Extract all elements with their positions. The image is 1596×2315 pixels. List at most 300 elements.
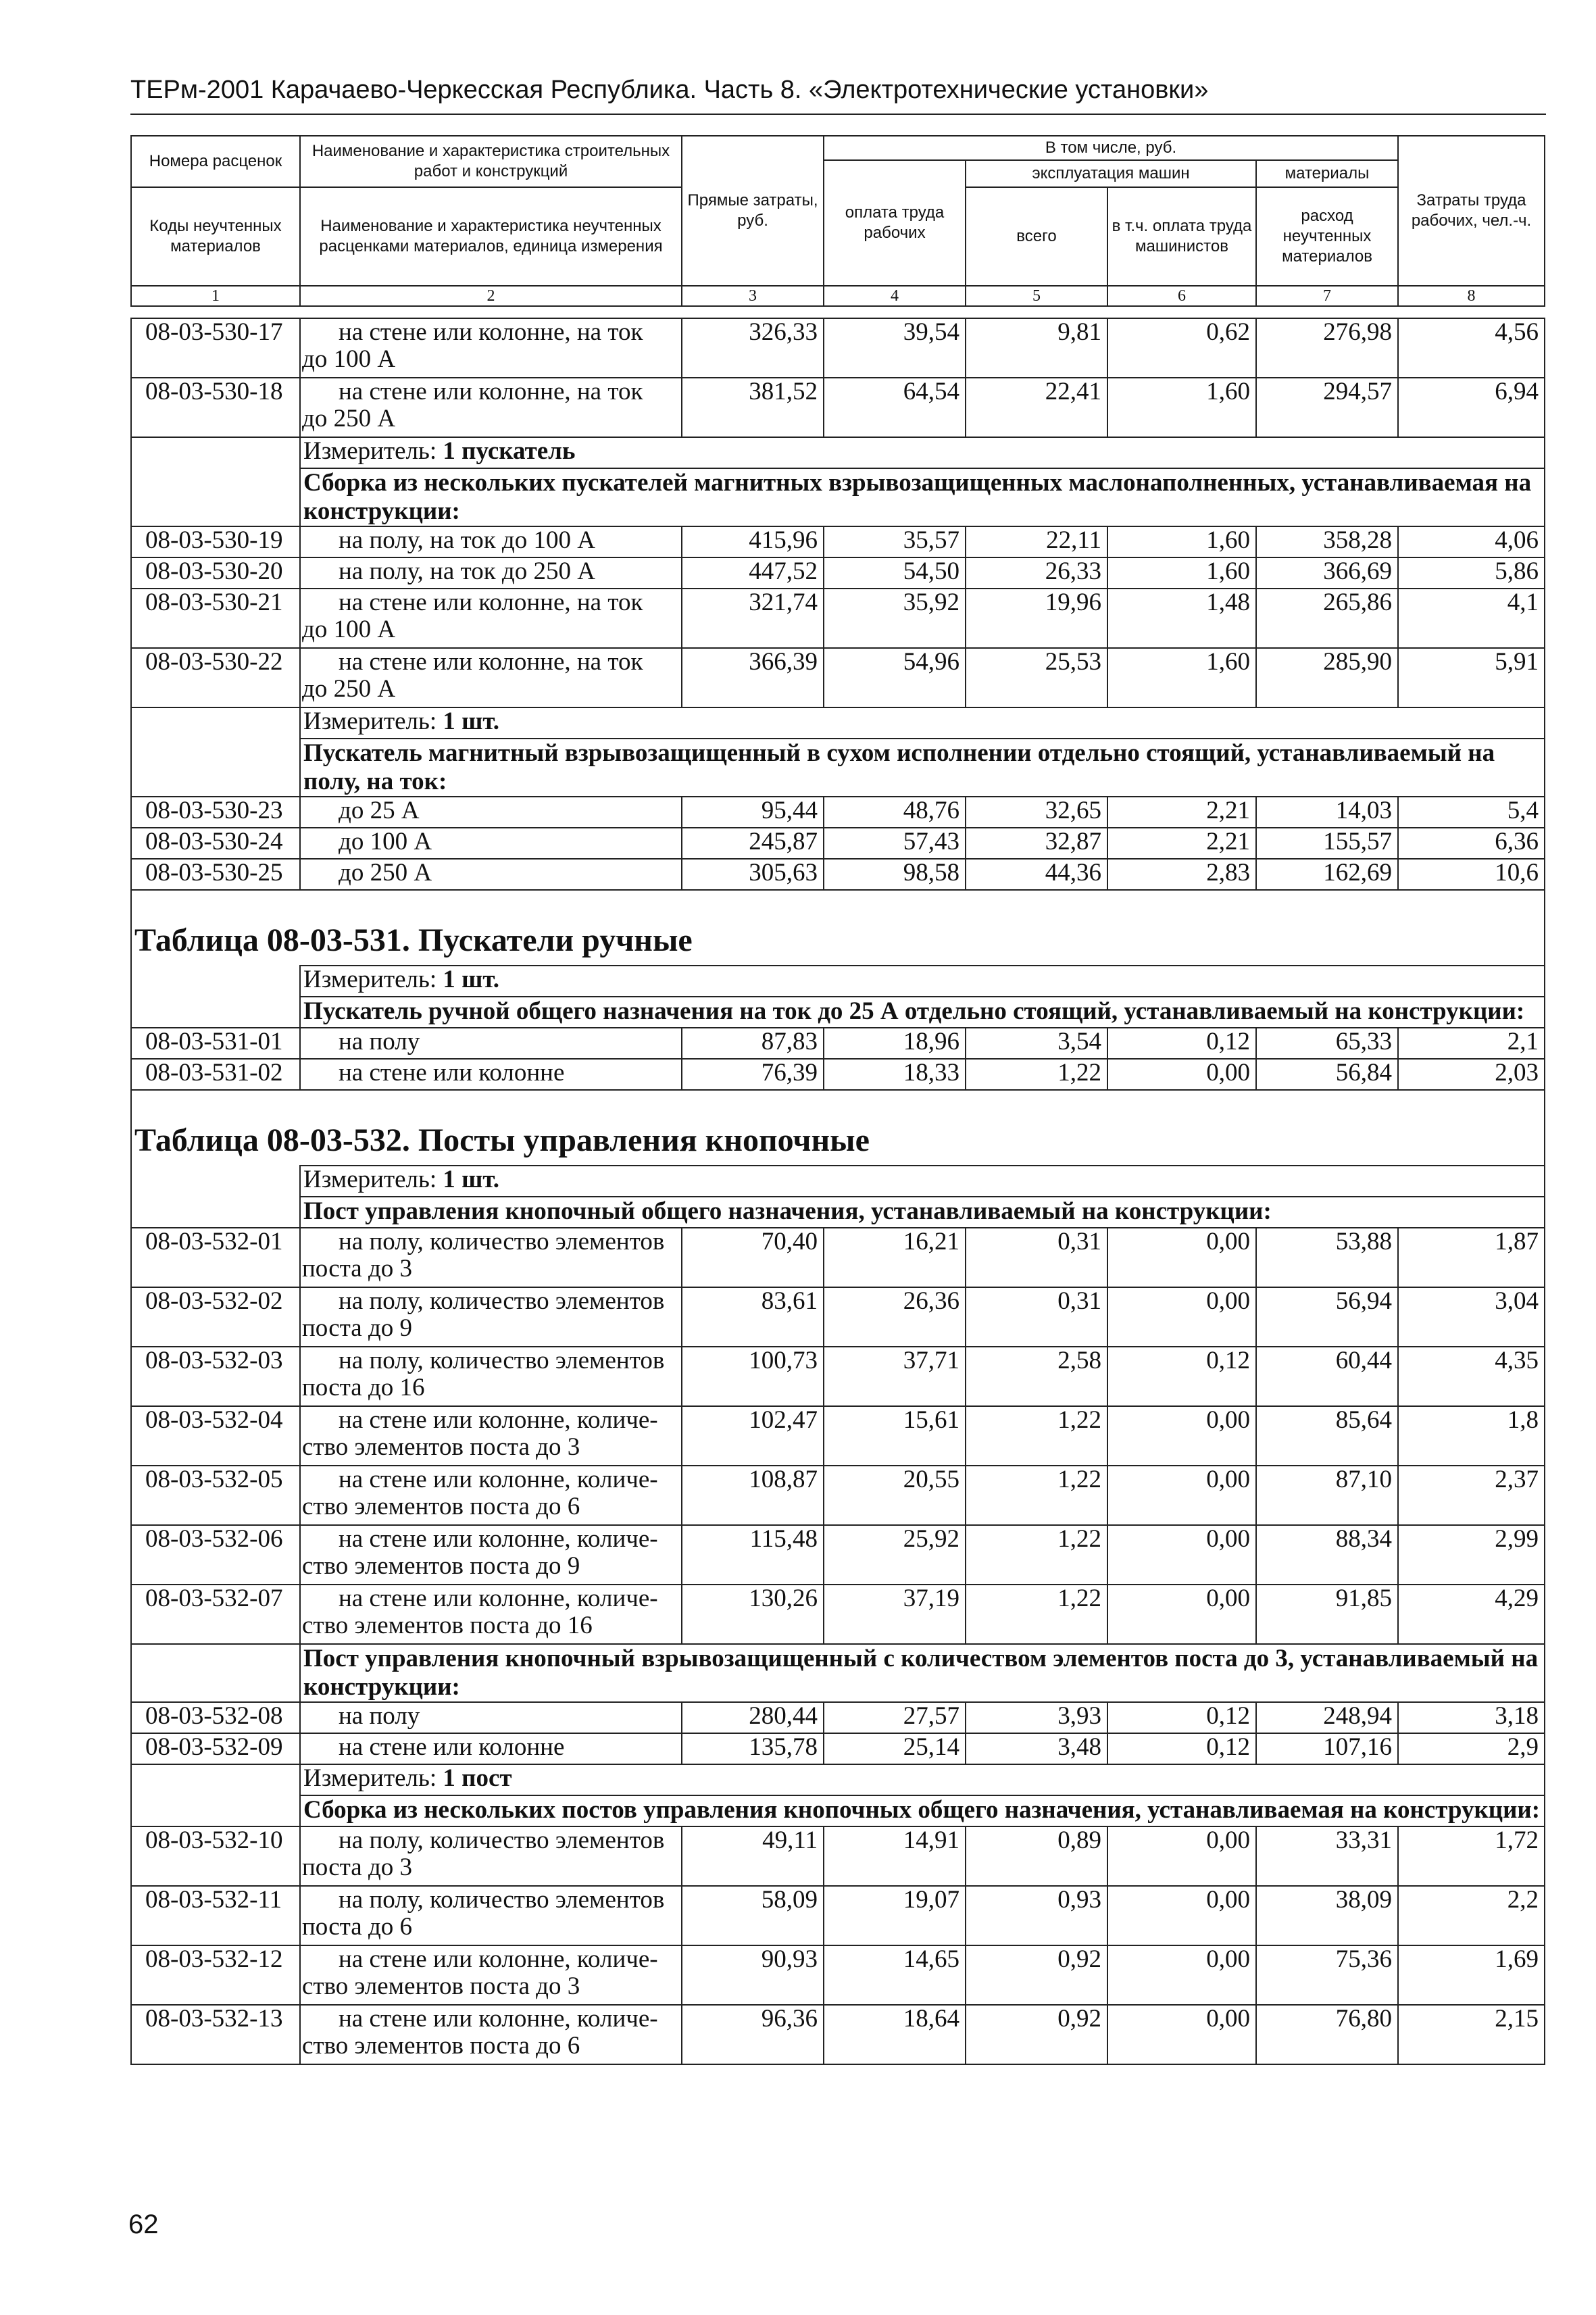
- section-heading: Сборка из нескольких пускателей магнитных взрывозащищенных маслонаполненных, устанавливаемая на конструкции:: [300, 468, 1545, 526]
- labor-pay-value: 98,58: [824, 859, 966, 890]
- blank-cell: [131, 966, 300, 997]
- machine-total-value: 1,22: [966, 1466, 1107, 1525]
- labor-hours-value: 1,72: [1398, 1826, 1545, 1886]
- direct-costs-value: 87,83: [682, 1028, 824, 1059]
- blank-cell: [131, 1795, 300, 1826]
- table-row: [131, 1347, 1545, 1406]
- work-name: [300, 378, 682, 437]
- materials-consumption-value: 65,33: [1256, 1028, 1398, 1059]
- rate-code: 08-03-530-21: [131, 589, 300, 648]
- measure-label: Измеритель:: [303, 707, 443, 735]
- machinist-pay-value: 1,60: [1107, 526, 1256, 557]
- page-number: 62: [128, 2210, 159, 2239]
- work-name: [300, 797, 682, 828]
- work-name-continuation: ство элементов поста до 16: [302, 1612, 593, 1639]
- labor-pay-value: 15,61: [824, 1406, 966, 1466]
- work-name-line: на стене или колонне, на ток: [339, 589, 643, 616]
- direct-costs-value: 305,63: [682, 859, 824, 890]
- machine-total-value: 1,22: [966, 1585, 1107, 1644]
- materials-consumption-value: 155,57: [1256, 828, 1398, 859]
- direct-costs-value: 49,11: [682, 1826, 824, 1886]
- header-machinist-pay: в т.ч. оплата труда машинистов: [1107, 187, 1256, 286]
- measure-label: Измеритель:: [303, 437, 443, 465]
- table-row: [131, 1059, 1545, 1090]
- column-number: 8: [1398, 286, 1545, 306]
- labor-hours-value: 3,04: [1398, 1287, 1545, 1347]
- section-heading: Пост управления кнопочный общего назначения, устанавливаемый на конструкции:: [300, 1197, 1545, 1228]
- work-name-continuation: ство элементов поста до 3: [302, 1433, 580, 1461]
- blank-cell: [131, 707, 300, 739]
- machinist-pay-value: 0,00: [1107, 1228, 1256, 1287]
- labor-hours-value: 4,29: [1398, 1585, 1545, 1644]
- table-row: [131, 526, 1545, 557]
- rate-code: 08-03-532-05: [131, 1466, 300, 1525]
- blank-cell: [131, 1197, 300, 1228]
- rate-code: 08-03-530-17: [131, 318, 300, 378]
- labor-pay-value: 18,64: [824, 2005, 966, 2064]
- labor-pay-value: 14,65: [824, 1945, 966, 2005]
- work-name: [300, 1406, 682, 1466]
- section-row: [131, 997, 1545, 1028]
- labor-pay-value: 35,57: [824, 526, 966, 557]
- work-name: [300, 1287, 682, 1347]
- labor-hours-value: 6,36: [1398, 828, 1545, 859]
- measure-row: [131, 966, 1545, 997]
- labor-pay-value: 18,33: [824, 1059, 966, 1090]
- work-name: [300, 557, 682, 589]
- header-machine-total: всего: [966, 187, 1107, 286]
- blank-cell: [131, 739, 300, 797]
- work-name-continuation: до 100 А: [302, 345, 396, 373]
- direct-costs-value: 245,87: [682, 828, 824, 859]
- machinist-pay-value: 2,83: [1107, 859, 1256, 890]
- machinist-pay-value: 0,00: [1107, 1059, 1256, 1090]
- measure-unit: [300, 707, 1545, 739]
- work-name-line: до 100 А: [339, 828, 432, 855]
- measure-label: Измеритель:: [303, 1764, 443, 1792]
- machinist-pay-value: 2,21: [1107, 828, 1256, 859]
- machine-total-value: 0,89: [966, 1826, 1107, 1886]
- labor-pay-value: 25,14: [824, 1733, 966, 1764]
- materials-consumption-value: 276,98: [1256, 318, 1398, 378]
- machinist-pay-value: 2,21: [1107, 797, 1256, 828]
- labor-pay-value: 20,55: [824, 1466, 966, 1525]
- materials-consumption-value: 358,28: [1256, 526, 1398, 557]
- measure-value: 1 шт.: [443, 966, 500, 993]
- work-name: [300, 318, 682, 378]
- machine-total-value: 9,81: [966, 318, 1107, 378]
- labor-hours-value: 5,91: [1398, 648, 1545, 707]
- table-row: [131, 1406, 1545, 1466]
- machine-total-value: 1,22: [966, 1406, 1107, 1466]
- column-number: 3: [682, 286, 824, 306]
- labor-hours-value: 2,15: [1398, 2005, 1545, 2064]
- machinist-pay-value: 0,00: [1107, 2005, 1256, 2064]
- machine-total-value: 19,96: [966, 589, 1107, 648]
- direct-costs-value: 95,44: [682, 797, 824, 828]
- header-labor-pay: оплата труда рабочих: [824, 160, 966, 286]
- direct-costs-value: 90,93: [682, 1945, 824, 2005]
- table-row: [131, 378, 1545, 437]
- labor-pay-value: 35,92: [824, 589, 966, 648]
- machinist-pay-value: 0,00: [1107, 1585, 1256, 1644]
- labor-pay-value: 37,71: [824, 1347, 966, 1406]
- rate-code: 08-03-530-19: [131, 526, 300, 557]
- direct-costs-value: 447,52: [682, 557, 824, 589]
- machinist-pay-value: 1,60: [1107, 648, 1256, 707]
- table-row: [131, 1886, 1545, 1945]
- measure-value: 1 шт.: [443, 1166, 500, 1193]
- rate-code: 08-03-530-25: [131, 859, 300, 890]
- direct-costs-value: 108,87: [682, 1466, 824, 1525]
- machinist-pay-value: 1,60: [1107, 378, 1256, 437]
- measure-row: [131, 437, 1545, 468]
- materials-consumption-value: 294,57: [1256, 378, 1398, 437]
- work-name-line: на стене или колонне, количе-: [339, 1466, 658, 1493]
- measure-label: Измеритель:: [303, 966, 443, 993]
- materials-consumption-value: 248,94: [1256, 1702, 1398, 1733]
- labor-hours-value: 2,9: [1398, 1733, 1545, 1764]
- machinist-pay-value: 0,12: [1107, 1347, 1256, 1406]
- table-row: [131, 1702, 1545, 1733]
- direct-costs-value: 83,61: [682, 1287, 824, 1347]
- direct-costs-value: 321,74: [682, 589, 824, 648]
- section-heading: Сборка из нескольких постов управления кнопочных общего назначения, устанавливаемая на конструкции:: [300, 1795, 1545, 1826]
- table-row: [131, 1228, 1545, 1287]
- table-row: [131, 1826, 1545, 1886]
- column-number-row: [131, 286, 1545, 306]
- table-row: [131, 1525, 1545, 1585]
- rate-code: 08-03-530-24: [131, 828, 300, 859]
- work-name-continuation: до 100 А: [302, 616, 396, 643]
- materials-consumption-value: 85,64: [1256, 1406, 1398, 1466]
- work-name-continuation: ство элементов поста до 6: [302, 2032, 580, 2060]
- direct-costs-value: 366,39: [682, 648, 824, 707]
- rate-code: 08-03-530-22: [131, 648, 300, 707]
- running-header: ТЕРм-2001 Карачаево-Черкесская Республика. Часть 8. «Электротехнические установки»: [130, 76, 1209, 104]
- machinist-pay-value: 0,12: [1107, 1028, 1256, 1059]
- machine-total-value: 25,53: [966, 648, 1107, 707]
- work-name-line: на стене или колонне, на ток: [339, 648, 643, 676]
- work-name-continuation: ство элементов поста до 9: [302, 1552, 580, 1580]
- table-row: [131, 648, 1545, 707]
- work-name-line: на стене или колонне, количе-: [339, 2005, 658, 2033]
- labor-hours-value: 10,6: [1398, 859, 1545, 890]
- work-name: [300, 1585, 682, 1644]
- labor-pay-value: 19,07: [824, 1886, 966, 1945]
- materials-consumption-value: 14,03: [1256, 797, 1398, 828]
- materials-consumption-value: 56,94: [1256, 1287, 1398, 1347]
- rate-code: 08-03-532-04: [131, 1406, 300, 1466]
- table-row: [131, 1028, 1545, 1059]
- work-name-line: на полу: [339, 1028, 420, 1055]
- work-name-line: на стене или колонне: [339, 1733, 565, 1761]
- direct-costs-value: 135,78: [682, 1733, 824, 1764]
- work-name: [300, 828, 682, 859]
- rate-code: 08-03-532-06: [131, 1525, 300, 1585]
- work-name-line: на стене или колонне, количе-: [339, 1585, 658, 1612]
- work-name-line: на полу, количество элементов: [339, 1886, 665, 1914]
- machine-total-value: 32,65: [966, 797, 1107, 828]
- measure-value: 1 пускатель: [443, 437, 576, 465]
- labor-hours-value: 2,99: [1398, 1525, 1545, 1585]
- table-row: [131, 828, 1545, 859]
- labor-pay-value: 14,91: [824, 1826, 966, 1886]
- labor-hours-value: 1,87: [1398, 1228, 1545, 1287]
- work-name: [300, 1702, 682, 1733]
- machine-total-value: 0,92: [966, 1945, 1107, 2005]
- work-name-continuation: ство элементов поста до 3: [302, 1972, 580, 2000]
- spacer-row: [131, 1090, 1545, 1116]
- direct-costs-value: 280,44: [682, 1702, 824, 1733]
- measure-row: [131, 1166, 1545, 1197]
- blank-cell: [131, 1166, 300, 1197]
- machinist-pay-value: 0,00: [1107, 1287, 1256, 1347]
- table-row: [131, 557, 1545, 589]
- work-name-line: на полу, количество элементов: [339, 1287, 665, 1315]
- table-row: [131, 1733, 1545, 1764]
- work-name: [300, 1733, 682, 1764]
- direct-costs-value: 70,40: [682, 1228, 824, 1287]
- labor-hours-value: 2,37: [1398, 1466, 1545, 1525]
- column-number: 4: [824, 286, 966, 306]
- materials-consumption-value: 91,85: [1256, 1585, 1398, 1644]
- machine-total-value: 0,31: [966, 1287, 1107, 1347]
- labor-pay-value: 48,76: [824, 797, 966, 828]
- header-unaccounted-materials: расход неучтенных материалов: [1256, 187, 1398, 286]
- machine-total-value: 1,22: [966, 1059, 1107, 1090]
- machine-total-value: 3,93: [966, 1702, 1107, 1733]
- spacer-row: [131, 890, 1545, 916]
- header-materials: материалы: [1256, 160, 1398, 187]
- rate-code: 08-03-531-01: [131, 1028, 300, 1059]
- materials-consumption-value: 75,36: [1256, 1945, 1398, 2005]
- blank-cell: [131, 1644, 300, 1702]
- labor-hours-value: 5,86: [1398, 557, 1545, 589]
- materials-consumption-value: 56,84: [1256, 1059, 1398, 1090]
- machinist-pay-value: 0,00: [1107, 1826, 1256, 1886]
- labor-hours-value: 4,1: [1398, 589, 1545, 648]
- table-row: [131, 1287, 1545, 1347]
- machine-total-value: 3,48: [966, 1733, 1107, 1764]
- measure-row: [131, 707, 1545, 739]
- materials-consumption-value: 60,44: [1256, 1347, 1398, 1406]
- rate-code: 08-03-530-18: [131, 378, 300, 437]
- machinist-pay-value: 0,12: [1107, 1733, 1256, 1764]
- header-including: В том числе, руб.: [824, 136, 1398, 160]
- rate-code: 08-03-532-07: [131, 1585, 300, 1644]
- labor-pay-value: 25,92: [824, 1525, 966, 1585]
- header-col2-top: Наименование и характеристика строительных работ и конструкций: [300, 136, 682, 187]
- labor-pay-value: 54,96: [824, 648, 966, 707]
- measure-unit: [300, 1764, 1545, 1795]
- labor-pay-value: 16,21: [824, 1228, 966, 1287]
- direct-costs-value: 381,52: [682, 378, 824, 437]
- direct-costs-value: 76,39: [682, 1059, 824, 1090]
- column-number: 2: [300, 286, 682, 306]
- blank-cell: [131, 437, 300, 468]
- work-name-line: на полу: [339, 1702, 420, 1730]
- work-name: [300, 1228, 682, 1287]
- rate-code: 08-03-532-08: [131, 1702, 300, 1733]
- machine-total-value: 22,41: [966, 378, 1107, 437]
- rate-code: 08-03-532-12: [131, 1945, 300, 2005]
- labor-hours-value: 4,06: [1398, 526, 1545, 557]
- labor-hours-value: 1,8: [1398, 1406, 1545, 1466]
- rate-code: 08-03-532-13: [131, 2005, 300, 2064]
- section-row: [131, 1644, 1545, 1702]
- work-name-continuation: поста до 3: [302, 1853, 413, 1881]
- work-name-line: на полу, на ток до 100 А: [339, 526, 595, 554]
- work-name-continuation: до 250 А: [302, 675, 396, 703]
- machine-total-value: 0,31: [966, 1228, 1107, 1287]
- rate-code: 08-03-532-01: [131, 1228, 300, 1287]
- work-name: [300, 648, 682, 707]
- work-name-line: на стене или колонне, количе-: [339, 1406, 658, 1434]
- materials-consumption-value: 265,86: [1256, 589, 1398, 648]
- direct-costs-value: 115,48: [682, 1525, 824, 1585]
- column-number: 7: [1256, 286, 1398, 306]
- machine-total-value: 1,22: [966, 1525, 1107, 1585]
- work-name: [300, 589, 682, 648]
- work-name: [300, 526, 682, 557]
- measure-value: 1 шт.: [443, 707, 500, 735]
- labor-pay-value: 26,36: [824, 1287, 966, 1347]
- direct-costs-value: 102,47: [682, 1406, 824, 1466]
- header-col1-bottom: Коды неучтенных материалов: [131, 187, 300, 286]
- table-row: [131, 1466, 1545, 1525]
- work-name: [300, 1028, 682, 1059]
- spacer-cell: [131, 1090, 1545, 1116]
- labor-hours-value: 2,2: [1398, 1886, 1545, 1945]
- work-name-continuation: поста до 9: [302, 1314, 413, 1342]
- header-rule: [130, 114, 1546, 115]
- work-name-line: на стене или колонне, на ток: [339, 378, 643, 405]
- machine-total-value: 22,11: [966, 526, 1107, 557]
- section-heading: Пускатель ручной общего назначения на ток до 25 А отдельно стоящий, устанавливаемый на конструкции:: [300, 997, 1545, 1028]
- blank-cell: [131, 1764, 300, 1795]
- table-row: [131, 2005, 1545, 2064]
- work-name-continuation: поста до 3: [302, 1255, 413, 1283]
- table-row: [131, 1585, 1545, 1644]
- labor-hours-value: 4,56: [1398, 318, 1545, 378]
- section-row: [131, 1795, 1545, 1826]
- work-name-continuation: ство элементов поста до 6: [302, 1493, 580, 1520]
- materials-consumption-value: 366,69: [1256, 557, 1398, 589]
- table-row: [131, 859, 1545, 890]
- direct-costs-value: 326,33: [682, 318, 824, 378]
- measure-unit: [300, 437, 1545, 468]
- measure-label: Измеритель:: [303, 1166, 443, 1193]
- labor-hours-value: 1,69: [1398, 1945, 1545, 2005]
- labor-hours-value: 2,1: [1398, 1028, 1545, 1059]
- work-name-continuation: поста до 16: [302, 1374, 425, 1401]
- labor-hours-value: 5,4: [1398, 797, 1545, 828]
- spacer-cell: [131, 890, 1545, 916]
- materials-consumption-value: 107,16: [1256, 1733, 1398, 1764]
- header-col2-bottom: Наименование и характеристика неучтенных расценками материалов, единица измерения: [300, 187, 682, 286]
- machinist-pay-value: 0,12: [1107, 1702, 1256, 1733]
- blank-cell: [131, 468, 300, 526]
- header-direct-costs: Прямые затраты, руб.: [682, 136, 824, 286]
- table-title: Таблица 08-03-532. Посты управления кнопочные: [131, 1116, 1545, 1166]
- labor-hours-value: 3,18: [1398, 1702, 1545, 1733]
- work-name-line: на полу, количество элементов: [339, 1826, 665, 1854]
- labor-pay-value: 54,50: [824, 557, 966, 589]
- labor-pay-value: 39,54: [824, 318, 966, 378]
- blank-cell: [131, 997, 300, 1028]
- materials-consumption-value: 38,09: [1256, 1886, 1398, 1945]
- work-name: [300, 1886, 682, 1945]
- work-name: [300, 1466, 682, 1525]
- rates-table: [130, 318, 1545, 2065]
- work-name: [300, 1347, 682, 1406]
- materials-consumption-value: 87,10: [1256, 1466, 1398, 1525]
- labor-hours-value: 4,35: [1398, 1347, 1545, 1406]
- labor-pay-value: 64,54: [824, 378, 966, 437]
- section-heading: Пост управления кнопочный взрывозащищенный с количеством элементов поста до 3, устанавливаемый на конструкции:: [300, 1644, 1545, 1702]
- labor-pay-value: 57,43: [824, 828, 966, 859]
- work-name-line: на стене или колонне: [339, 1059, 565, 1087]
- table-title: Таблица 08-03-531. Пускатели ручные: [131, 916, 1545, 966]
- machine-total-value: 32,87: [966, 828, 1107, 859]
- direct-costs-value: 130,26: [682, 1585, 824, 1644]
- work-name-line: на полу, количество элементов: [339, 1228, 665, 1255]
- machinist-pay-value: 0,00: [1107, 1466, 1256, 1525]
- machinist-pay-value: 0,00: [1107, 1945, 1256, 2005]
- direct-costs-value: 415,96: [682, 526, 824, 557]
- section-row: [131, 739, 1545, 797]
- direct-costs-value: 58,09: [682, 1886, 824, 1945]
- work-name: [300, 859, 682, 890]
- work-name-continuation: до 250 А: [302, 405, 396, 432]
- table-row: [131, 797, 1545, 828]
- materials-consumption-value: 33,31: [1256, 1826, 1398, 1886]
- rate-code: 08-03-532-09: [131, 1733, 300, 1764]
- table-row: [131, 1945, 1545, 2005]
- labor-pay-value: 18,96: [824, 1028, 966, 1059]
- machine-total-value: 2,58: [966, 1347, 1107, 1406]
- measure-unit: [300, 966, 1545, 997]
- work-name-line: на полу, на ток до 250 А: [339, 557, 595, 585]
- materials-consumption-value: 88,34: [1256, 1525, 1398, 1585]
- machinist-pay-value: 1,48: [1107, 589, 1256, 648]
- machinist-pay-value: 0,00: [1107, 1525, 1256, 1585]
- work-name: [300, 1945, 682, 2005]
- machine-total-value: 44,36: [966, 859, 1107, 890]
- machinist-pay-value: 1,60: [1107, 557, 1256, 589]
- work-name: [300, 1826, 682, 1886]
- work-name: [300, 1525, 682, 1585]
- section-row: [131, 468, 1545, 526]
- measure-unit: [300, 1166, 1545, 1197]
- labor-pay-value: 27,57: [824, 1702, 966, 1733]
- materials-consumption-value: 53,88: [1256, 1228, 1398, 1287]
- work-name-line: на стене или колонне, количе-: [339, 1945, 658, 1973]
- machine-total-value: 3,54: [966, 1028, 1107, 1059]
- rate-code: 08-03-532-10: [131, 1826, 300, 1886]
- rate-code: 08-03-531-02: [131, 1059, 300, 1090]
- work-name-line: на стене или колонне, количе-: [339, 1525, 658, 1553]
- work-name-line: до 25 А: [339, 797, 420, 824]
- measure-row: [131, 1764, 1545, 1795]
- materials-consumption-value: 76,80: [1256, 2005, 1398, 2064]
- labor-hours-value: 6,94: [1398, 378, 1545, 437]
- work-name-line: на стене или колонне, на ток: [339, 318, 643, 346]
- table-row: [131, 318, 1545, 378]
- header-machine-operation: эксплуатация машин: [966, 160, 1256, 187]
- machine-total-value: 26,33: [966, 557, 1107, 589]
